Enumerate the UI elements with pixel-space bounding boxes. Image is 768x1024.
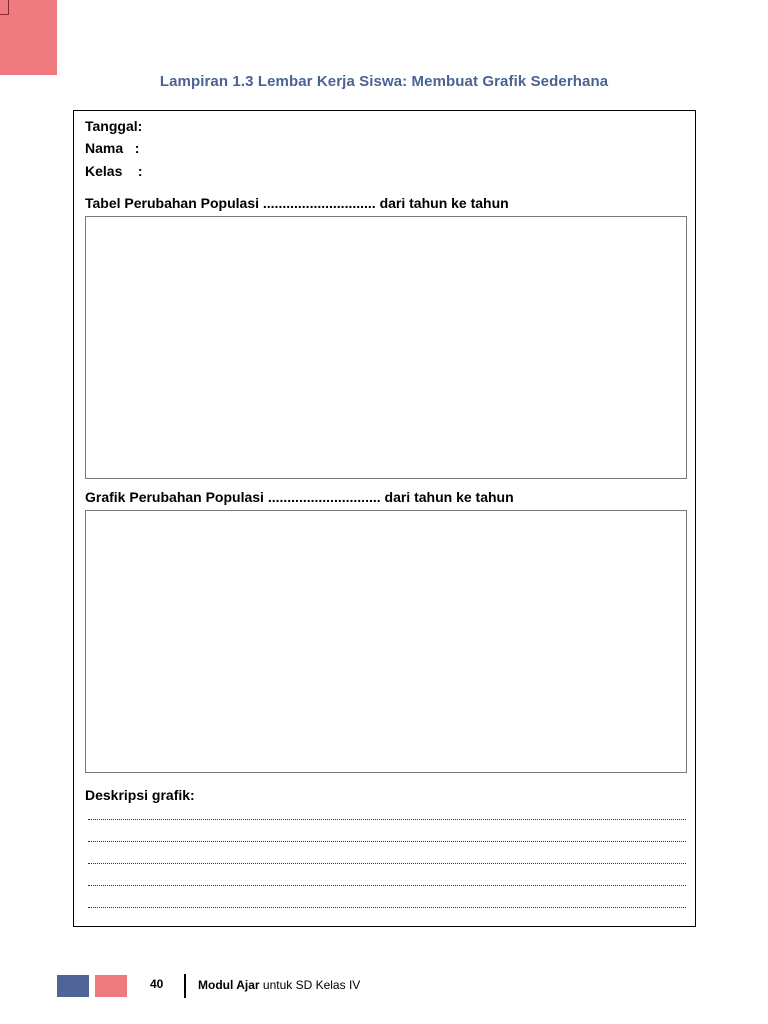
graph-section-label: Grafik Perubahan Populasi ............................. dari tahun ke tahun — [85, 489, 514, 505]
description-line[interactable] — [88, 863, 686, 864]
field-kelas: Kelas : — [85, 163, 143, 179]
footer-title-bold: Modul Ajar — [198, 978, 260, 992]
description-line[interactable] — [88, 885, 686, 886]
description-line[interactable] — [88, 819, 686, 820]
page-number: 40 — [150, 977, 164, 991]
description-line[interactable] — [88, 841, 686, 842]
table-section-label: Tabel Perubahan Populasi ............................. dari tahun ke tahun — [85, 195, 509, 211]
description-line[interactable] — [88, 907, 686, 908]
crop-mark-vertical — [8, 0, 9, 15]
page-title: Lampiran 1.3 Lembar Kerja Siswa: Membuat Grafik Sederhana — [159, 73, 609, 90]
footer-blue-block — [57, 975, 89, 997]
footer-divider — [184, 974, 186, 998]
footer-title-rest: untuk SD Kelas IV — [259, 978, 361, 992]
footer-pink-block — [95, 975, 127, 997]
field-nama: Nama : — [85, 140, 140, 156]
crop-mark — [0, 14, 8, 15]
footer-title — [198, 978, 360, 992]
field-tanggal: Tanggal: — [85, 118, 143, 134]
table-answer-box[interactable] — [85, 216, 687, 479]
worksheet-frame — [73, 110, 696, 927]
description-label: Deskripsi grafik: — [85, 787, 195, 803]
graph-answer-box[interactable] — [85, 510, 687, 773]
